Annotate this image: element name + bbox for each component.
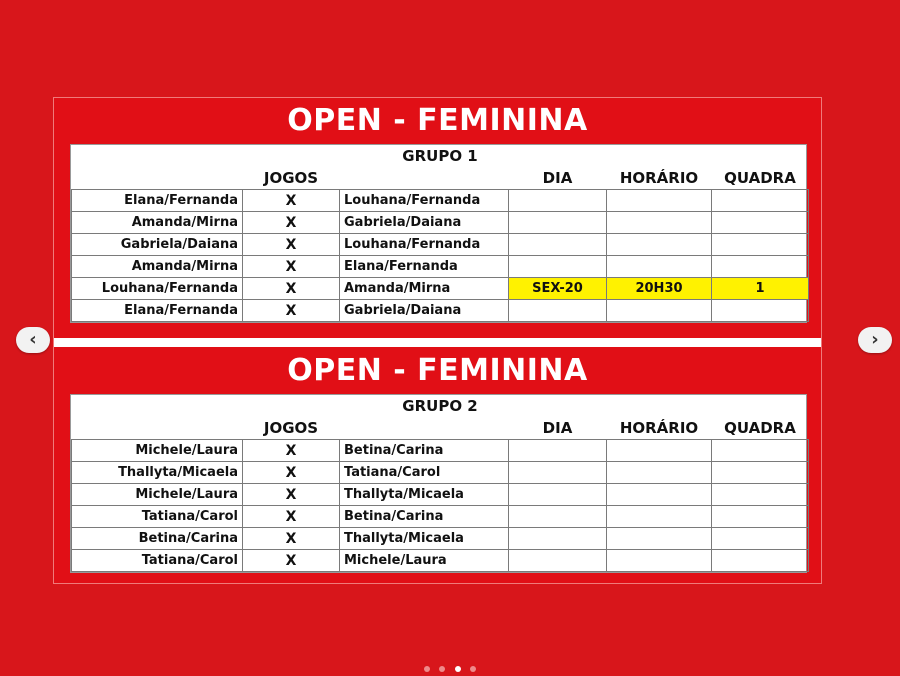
versus-mark: X	[243, 300, 340, 322]
horario-cell	[607, 212, 712, 234]
versus-mark: X	[243, 278, 340, 300]
team-a: Gabriela/Daiana	[72, 234, 243, 256]
team-a: Amanda/Mirna	[72, 212, 243, 234]
quadra-cell	[712, 256, 809, 278]
quadra-cell	[712, 190, 809, 212]
group-table	[70, 144, 807, 323]
header-quadra: QUADRA	[724, 419, 796, 437]
header-jogos: JOGOS	[263, 169, 319, 187]
dia-cell	[509, 256, 607, 278]
table-row	[72, 212, 809, 234]
dia-cell	[509, 506, 607, 528]
team-a: Tatiana/Carol	[72, 506, 243, 528]
dia-cell	[509, 440, 607, 462]
horario-cell	[607, 506, 712, 528]
carousel-dot[interactable]	[424, 666, 430, 672]
quadra-cell	[712, 550, 809, 572]
dia-cell	[509, 462, 607, 484]
carousel-prev-button[interactable]	[16, 327, 50, 353]
horario-cell	[607, 440, 712, 462]
versus-mark: X	[243, 256, 340, 278]
team-b: Elana/Fernanda	[340, 256, 509, 278]
dia-cell	[509, 550, 607, 572]
dia-cell	[509, 212, 607, 234]
chevron-left-icon: ‹	[29, 329, 37, 350]
versus-mark: X	[243, 550, 340, 572]
versus-mark: X	[243, 212, 340, 234]
table-row	[72, 256, 809, 278]
table-row	[72, 506, 809, 528]
header-dia: DIA	[542, 419, 573, 437]
table-row	[72, 234, 809, 256]
team-b: Betina/Carina	[340, 506, 509, 528]
quadra-cell	[712, 300, 809, 322]
team-a: Thallyta/Micaela	[72, 462, 243, 484]
table-row	[72, 550, 809, 572]
dia-cell	[509, 528, 607, 550]
versus-mark: X	[243, 506, 340, 528]
group-label: GRUPO 2	[402, 397, 478, 415]
versus-mark: X	[243, 528, 340, 550]
team-b: Tatiana/Carol	[340, 462, 509, 484]
team-b: Thallyta/Micaela	[340, 484, 509, 506]
team-b: Louhana/Fernanda	[340, 234, 509, 256]
quadra-cell	[712, 440, 809, 462]
horario-cell	[607, 550, 712, 572]
team-b: Thallyta/Micaela	[340, 528, 509, 550]
team-a: Elana/Fernanda	[72, 190, 243, 212]
carousel-dots	[0, 657, 900, 676]
horario-cell	[607, 462, 712, 484]
group-table	[70, 394, 807, 573]
table-row	[72, 484, 809, 506]
team-b: Gabriela/Daiana	[340, 212, 509, 234]
team-a: Amanda/Mirna	[72, 256, 243, 278]
team-a: Elana/Fernanda	[72, 300, 243, 322]
carousel-dot[interactable]	[470, 666, 476, 672]
team-b: Louhana/Fernanda	[340, 190, 509, 212]
group-label: GRUPO 1	[402, 147, 478, 165]
horario-cell	[607, 300, 712, 322]
team-b: Amanda/Mirna	[340, 278, 509, 300]
chevron-right-icon: ›	[871, 329, 879, 350]
team-a: Betina/Carina	[72, 528, 243, 550]
dia-cell	[509, 234, 607, 256]
horario-cell	[607, 528, 712, 550]
versus-mark: X	[243, 440, 340, 462]
carousel-dot[interactable]	[439, 666, 445, 672]
header-horario: HORÁRIO	[619, 419, 699, 437]
table-row	[72, 440, 809, 462]
table-row	[72, 300, 809, 322]
team-a: Louhana/Fernanda	[72, 278, 243, 300]
quadra-cell: 1	[712, 278, 809, 300]
team-b: Betina/Carina	[340, 440, 509, 462]
quadra-cell	[712, 484, 809, 506]
section-title: OPEN - FEMININA	[287, 353, 588, 388]
versus-mark: X	[243, 190, 340, 212]
versus-mark: X	[243, 484, 340, 506]
table-row	[72, 462, 809, 484]
table-row	[72, 528, 809, 550]
quadra-cell	[712, 234, 809, 256]
dia-cell	[509, 190, 607, 212]
horario-cell	[607, 234, 712, 256]
horario-cell	[607, 484, 712, 506]
quadra-cell	[712, 506, 809, 528]
team-a: Michele/Laura	[72, 440, 243, 462]
team-b: Gabriela/Daiana	[340, 300, 509, 322]
header-dia: DIA	[542, 169, 573, 187]
versus-mark: X	[243, 234, 340, 256]
dia-cell	[509, 484, 607, 506]
horario-cell	[607, 190, 712, 212]
schedule-image	[53, 97, 822, 584]
dia-cell: SEX-20	[509, 278, 607, 300]
carousel-dot-active[interactable]	[455, 666, 461, 672]
team-b: Michele/Laura	[340, 550, 509, 572]
table-row	[72, 190, 809, 212]
quadra-cell	[712, 462, 809, 484]
header-jogos: JOGOS	[263, 419, 319, 437]
section-title: OPEN - FEMININA	[287, 103, 588, 138]
horario-cell: 20H30	[607, 278, 712, 300]
team-a: Tatiana/Carol	[72, 550, 243, 572]
horario-cell	[607, 256, 712, 278]
team-a: Michele/Laura	[72, 484, 243, 506]
header-quadra: QUADRA	[724, 169, 796, 187]
carousel-next-button[interactable]	[858, 327, 892, 353]
versus-mark: X	[243, 462, 340, 484]
quadra-cell	[712, 212, 809, 234]
dia-cell	[509, 300, 607, 322]
table-row-highlighted	[72, 278, 809, 300]
quadra-cell	[712, 528, 809, 550]
header-horario: HORÁRIO	[619, 169, 699, 187]
section-divider	[54, 338, 821, 347]
